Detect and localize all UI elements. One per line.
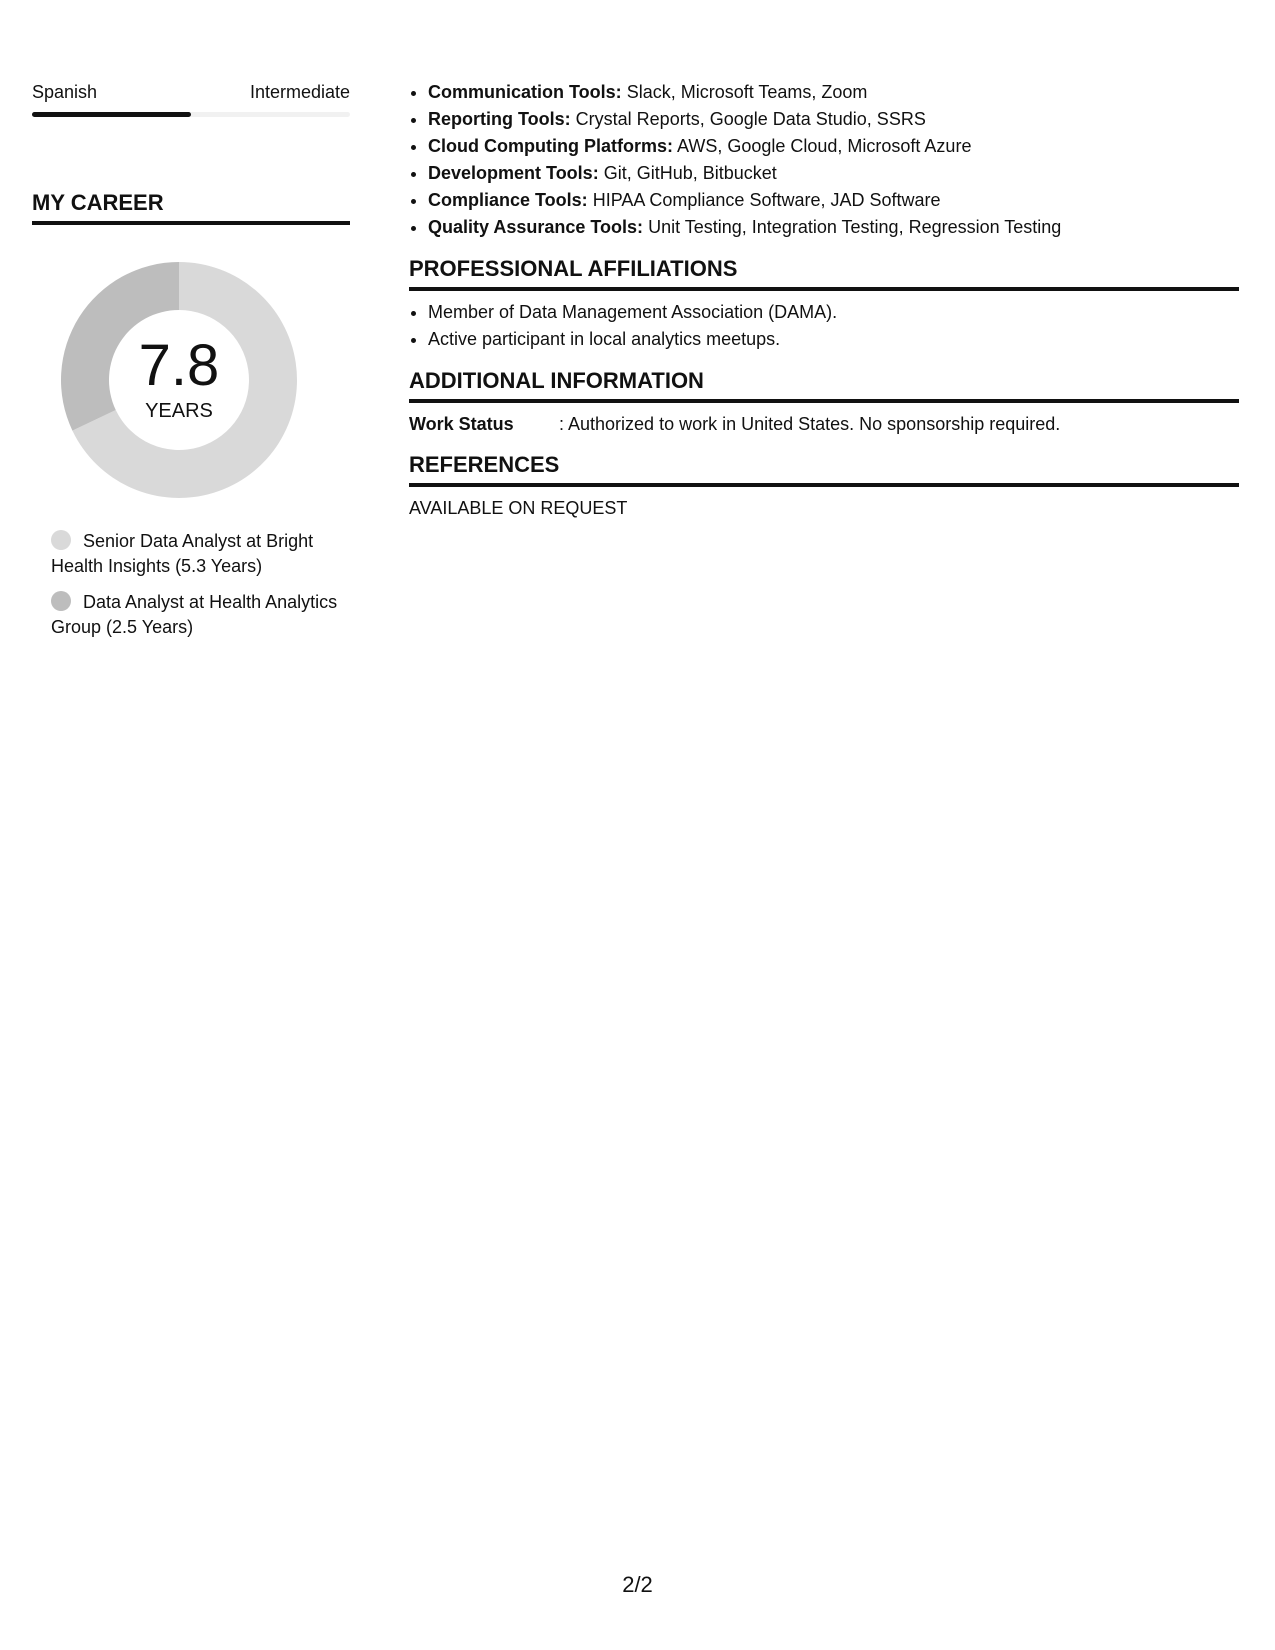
left-column [32, 80, 350, 651]
right-column [409, 79, 1239, 521]
affiliation-item: • Active participant in local analytics meetups. [428, 326, 1239, 353]
work-status-label: Work Status [409, 414, 514, 434]
skill-label: Communication Tools: [428, 82, 622, 102]
legend-dot-icon [51, 530, 71, 550]
career-donut-chart [56, 257, 302, 503]
legend-item [51, 590, 341, 640]
career-total-years: 7.8 [138, 333, 220, 398]
legend-label: Data Analyst at Health Analytics Group (2.5 Years) [51, 592, 338, 637]
career-title: MY CAREER [32, 189, 350, 225]
career-legend [51, 529, 341, 640]
work-status-value: : Authorized to work in United States. No sponsorship required. [559, 414, 1061, 434]
legend-item [51, 529, 341, 579]
language-proficiency-fill [32, 112, 191, 117]
references-text: AVAILABLE ON REQUEST [409, 498, 628, 518]
skill-value: Git, GitHub, Bitbucket [603, 163, 777, 183]
skill-value: AWS, Google Cloud, Microsoft Azure [677, 136, 972, 156]
skill-item [428, 214, 1239, 241]
page-number: 2/2 [622, 1572, 653, 1597]
legend-dot-icon [51, 591, 71, 611]
language-level: Intermediate [249, 82, 350, 102]
affiliations-section [409, 255, 1239, 353]
skill-label: Compliance Tools: [428, 190, 588, 210]
skill-item [428, 160, 1239, 187]
language-proficiency-bar [32, 112, 350, 117]
skill-item [428, 79, 1239, 106]
references-section [409, 451, 1239, 521]
skill-value: HIPAA Compliance Software, JAD Software [592, 190, 941, 210]
skill-value: Crystal Reports, Google Data Studio, SSRS [575, 109, 926, 129]
skill-item [428, 106, 1239, 133]
skill-item [428, 133, 1239, 160]
skill-label: Development Tools: [428, 163, 599, 183]
affiliation-item: • Member of Data Management Association (DAMA). [428, 299, 1239, 326]
references-title: REFERENCES [409, 451, 1239, 487]
affiliations-title: PROFESSIONAL AFFILIATIONS [409, 255, 1239, 291]
legend-label: Senior Data Analyst at Bright Health Insights (5.3 Years) [51, 531, 314, 576]
additional-info-title: ADDITIONAL INFORMATION [409, 367, 1239, 403]
skill-label: Cloud Computing Platforms: [428, 136, 673, 156]
skill-value: Slack, Microsoft Teams, Zoom [626, 82, 868, 102]
donut-center [56, 257, 302, 503]
language-name: Spanish [32, 82, 98, 102]
skill-label: Quality Assurance Tools: [428, 217, 644, 237]
skills-list [409, 79, 1239, 241]
skill-label: Reporting Tools: [428, 109, 571, 129]
language-row [32, 80, 350, 104]
affiliations-list [409, 299, 1239, 353]
career-total-unit: YEARS [145, 400, 213, 422]
skill-item [428, 187, 1239, 214]
additional-info-section [409, 367, 1239, 437]
skill-value: Unit Testing, Integration Testing, Regression Testing [648, 217, 1062, 237]
work-status-row [409, 411, 1239, 437]
